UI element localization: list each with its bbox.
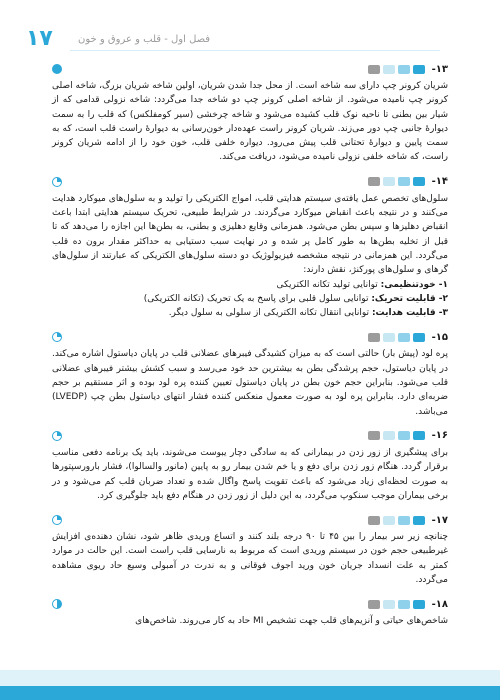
question-number: -۱۳ [431, 63, 448, 75]
difficulty-pie-icon [52, 64, 62, 74]
list-item [52, 306, 448, 320]
difficulty-pie-icon [52, 515, 62, 525]
answer-text: پره لود (پیش بار) حالتی است که به میزان کشیدگی فیبرهای عضلانی قلب در پایان دیاستول اشاره می‌کند. در پایان دیاستول، حجم پرشدگی بطن به بیشترین حد خود می‌رسد و سبب کشش بیشتر فیبرهای عضلانی قلب می‌شود. بنابراین حجم خون بطن در پایان دیاستول تعیین کننده پره لود بوده و اثر مستقیم بر حجم ضربه‌ای دارد. بنابراین پره لود به صورت معمول منعکس کننده فشار انتهای دیاستول بطن چپ (LVEDP) می‌باشد. [52, 349, 448, 417]
item-text: توانایی انتقال تکانه الکتریکی از سلولی به سلول دیگر. [168, 308, 372, 319]
question-header [52, 330, 448, 344]
source-tag [398, 600, 410, 609]
difficulty-pie-icon [52, 599, 62, 609]
source-tag [398, 177, 410, 186]
source-tag [398, 516, 410, 525]
question-number: -۱۶ [431, 430, 448, 442]
question-14 [52, 175, 448, 321]
source-tag [368, 431, 380, 440]
answer-text: شریان کرونر چپ دارای سه شاخه است. از محل جدا شدن شریان، اولین شاخه شریان بزرگ، شاخه اصلی کرونر چپ نامیده می‌شود. از شاخه اصلی کرونر چپ دو شاخه جدا می‌گردد: شاخه نزولی قدامی که از شیار بین بطنی تا ناحیه نوک قلب کشیده می‌شود و شاخه چرخشی (سیر کومفلکس) که قلب را به سمت دیوارهٔ جانبی چپ دور می‌زند. شریان کرونر راست عهده‌دار خون‌رسانی به دیوارهٔ راست قلب است، که به سمت پایین و دیوارهٔ تحتانی قلب پیش می‌رود. دیواره خلفی قلب، خون خود را از ادامه شریان کرونر راست، که شاخه خلفی نزولی نامیده می‌شود، دریافت می‌کند. [52, 81, 448, 163]
source-tag [398, 65, 410, 74]
item-label: ۳- قابلیت هدایت: [371, 308, 448, 319]
answer-text: چنانچه زیر سر بیمار را بین ۴۵ تا ۹۰ درجه بلند کنند و اتساع وریدی ظاهر شود، نشان دهنده‌ی افزایش غیرطبیعی حجم خون در سیستم وریدی است که مربوط به نارسایی قلب راست است. این حالت در موارد کمتر به علت انسداد جریان خون ورید اجوف فوقانی و به ندرت در آمبولی وسیع حاد ریوی مشاهده می‌گردد. [52, 532, 448, 586]
source-tag [413, 65, 425, 74]
question-18 [52, 597, 448, 628]
question-header [52, 62, 448, 76]
source-tag [368, 516, 380, 525]
source-tag [383, 177, 395, 186]
page-number: ۱۷ [26, 26, 53, 51]
chapter-title: فصل اول - قلب و عروق و خون [78, 34, 211, 45]
list-item [52, 292, 448, 306]
difficulty-pie-icon [52, 431, 62, 441]
source-tag [413, 431, 425, 440]
source-tag [383, 431, 395, 440]
question-number: -۱۵ [431, 331, 448, 343]
answer-text: برای پیشگیری از زور زدن در بیمارانی که به سادگی دچار یبوست می‌شوند، باید یک برنامه دفعی مناسب برقرار گردد. هنگام زور زدن برای دفع و یا خم شدن بیمار رو به پایین (مانور والسالوا)، فشار بارورسپتورها به صورت لحظه‌ای زیاد می‌شود که باعث تقویت پاسخ واگال شده و تعداد ضربان قلب کم می‌شود و در برخی بیماران موجب سنکوپ می‌گردد، به این دلیل از زور زدن در هنگام دفع باید جلوگیری کرد. [52, 447, 448, 501]
difficulty-pie-icon [52, 177, 62, 187]
source-tag [413, 333, 425, 342]
question-header [52, 175, 448, 189]
source-tag [368, 600, 380, 609]
source-tag [398, 431, 410, 440]
page-content [52, 62, 448, 639]
item-text: توانایی سلول قلبی برای پاسخ به یک تحریک (تکانه الکتریکی) [143, 293, 372, 304]
question-17 [52, 513, 448, 587]
page-footer [0, 670, 500, 700]
footer-bar [0, 686, 500, 700]
list-item [52, 278, 448, 292]
question-15 [52, 330, 448, 418]
answer-text: سلول‌های تخصص عمل یافته‌ی سیستم هدایتی قلب، امواج الکتریکی را تولید و به سلول‌های میوکارد هدایت می‌کنند و در نتیجه باعث انقباض میوکارد می‌گردند. در شرایط طبیعی، تحریک سیستم هدایتی ابتدا باعث انقباض دهلیزها و سپس بطن می‌شود. همزمانی وقایع دهلیزی و بطنی، به بطن‌ها این اجازه را می‌دهد که تا قبل از تخلیه بطن‌ها به طور کامل پر شده و در نهایت سبب دستیابی به حداکثر مقدار برون ده قلب می‌گردد. این همزمانی در نتیجه مشخصه فیزیولوژیک دو دسته سلول‌های الکتریکی که عبارتند از سلول‌های گرهای و سلول‌های پورکنژ، نقش دارند: [52, 193, 448, 276]
source-tag [368, 333, 380, 342]
question-number: -۱۷ [431, 514, 448, 526]
source-tag [413, 177, 425, 186]
answer-text: شاخص‌های حیاتی و آنزیم‌های قلب جهت تشخیص MI حاد به کار می‌روند. شاخص‌های [135, 616, 448, 627]
question-16 [52, 429, 448, 503]
page-header [0, 0, 500, 62]
source-tag [413, 600, 425, 609]
source-tag [383, 600, 395, 609]
source-tag [368, 177, 380, 186]
source-tag [383, 65, 395, 74]
question-13 [52, 62, 448, 165]
source-tag [383, 516, 395, 525]
difficulty-pie-icon [52, 332, 62, 342]
source-tag [383, 333, 395, 342]
question-header [52, 429, 448, 443]
source-tag [398, 333, 410, 342]
question-number: -۱۸ [431, 598, 448, 610]
question-header [52, 597, 448, 611]
item-label: ۱- خودتنظیمی: [380, 279, 448, 290]
header-divider [70, 50, 440, 51]
source-tag [413, 516, 425, 525]
item-text: توانایی تولید تکانه الکتریکی [276, 279, 381, 290]
question-number: -۱۴ [431, 176, 448, 188]
source-tag [368, 65, 380, 74]
question-header [52, 513, 448, 527]
item-label: ۲- قابلیت تحریک: [371, 293, 448, 304]
